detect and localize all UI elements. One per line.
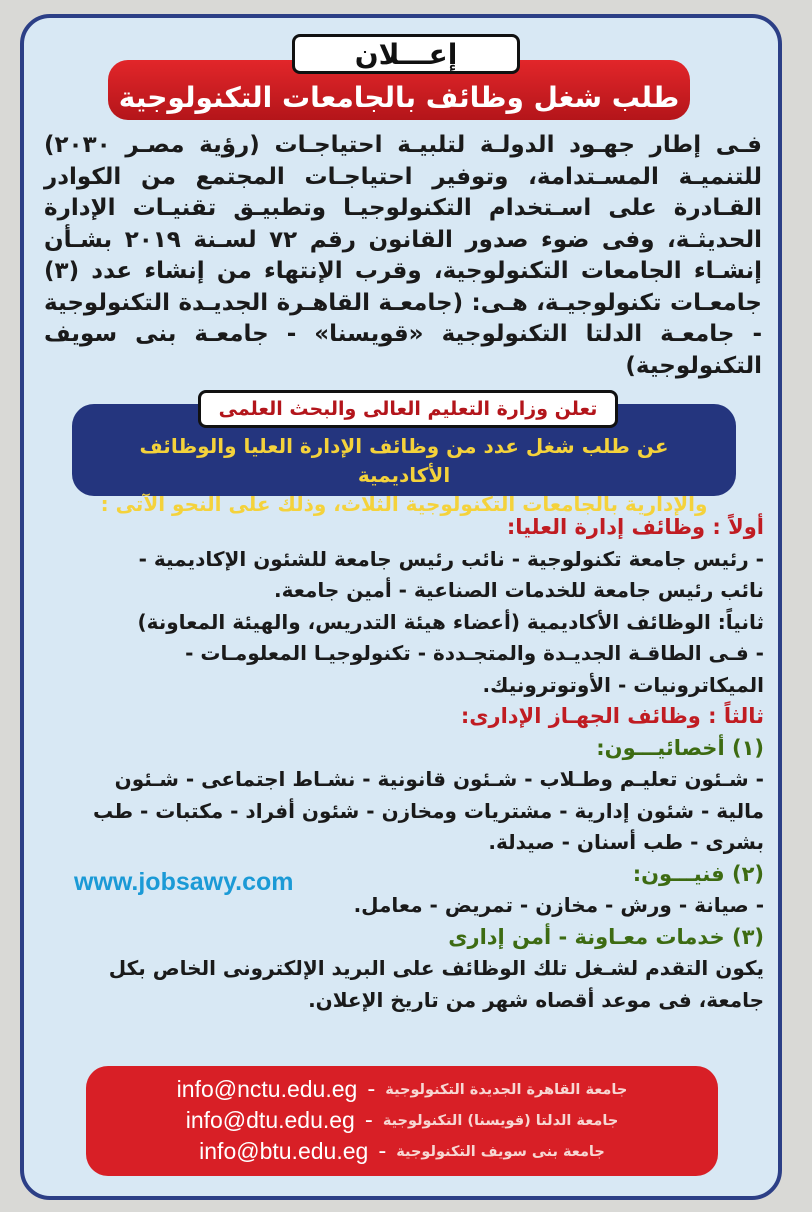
technicians-line: - صيانة - ورش - مخازن - تمريض - معامل. xyxy=(353,893,764,917)
separator: - xyxy=(367,1077,376,1102)
senior-jobs-line-1: - رئيس جامعة تكنولوجية - نائب رئيس جامعة للشئون الإكاديمية - xyxy=(138,546,764,571)
subtitle-text: طلب شغل وظائف بالجامعات التكنولوجية xyxy=(118,81,680,114)
website-watermark[interactable]: www.jobsawy.com xyxy=(74,868,294,896)
separator: - xyxy=(364,1108,373,1133)
contact-row xyxy=(108,1136,696,1167)
section-heading-academic: ثانياً: الوظائف الأكاديمية (أعضاء هيئة التدريس، والهيئة المعاونة) xyxy=(137,609,764,634)
contact-box xyxy=(86,1066,718,1176)
contact-row xyxy=(108,1074,696,1105)
contact-email[interactable]: info@nctu.edu.eg xyxy=(176,1076,358,1102)
specialists-line-2: مالية - شئون إدارية - مشتريات ومخازن - شئون أفراد - مكتبات - طب xyxy=(93,798,764,823)
academic-jobs-line-2: الميكاترونيات - الأوتوترونيك. xyxy=(482,672,764,697)
specialists-line-1: - شـئون تعليـم وطـلاب - شـئون قانونية - نشـاط اجتماعى - شـئون xyxy=(114,767,764,791)
services-heading: (٣) خدمات معـاونة - أمن إدارى xyxy=(448,924,764,949)
contact-email[interactable]: info@dtu.edu.eg xyxy=(185,1107,355,1133)
announcement-line-1: عن طلب شغل عدد من وظائف الإدارة العليا والوظائف الأكاديمية xyxy=(139,434,669,487)
contact-university: جامعة الدلتا (قويسنا) التكنولوجية xyxy=(382,1112,619,1129)
page-title: إعـــلان xyxy=(354,37,458,71)
ministry-label: تعلن وزارة التعليم العالى والبحث العلمى xyxy=(218,398,598,420)
specialists-heading: (١) أخصائيـــون: xyxy=(596,735,764,760)
job-sections xyxy=(40,512,764,1016)
contact-university: جامعة القاهرة الجديدة التكنولوجية xyxy=(385,1081,628,1098)
intro-paragraph: فـى إطار جهـود الدولـة لتلبيـة احتياجـات (رؤية مصـر ٢٠٣٠) للتنميـة المسـتدامة، وتوفير احتياجـات المجتمع من الكوادر القـادرة على اسـتخدام التكنولوجيـا وتطبيـق تقنيـات الإدارة الحديثـة، وفى ضوء صدور القانون رقم ٧٢ لسـنة ٢٠١٩ بشـأن إنشـاء الجامعات التكنولوجية، وقرب الإنتهاء من إنشاء عدد (٣) جامعـات تكنولوجيـة، هـى: (جامعـة القاهـرة الجديـدة التكنولوجية - جامعـة الدلتا التكنولوجية «قويسنا» - جامعـة بنى سويف التكنولوجية) xyxy=(44,132,762,379)
senior-jobs-line-2: نائب رئيس جامعة للخدمات الصناعية - أمين جامعة. xyxy=(274,578,764,602)
section-heading-administrative: ثالثاً : وظائف الجهـاز الإدارى: xyxy=(460,704,764,728)
technicians-heading: (٢) فنيـــون: xyxy=(632,861,764,886)
title-box xyxy=(292,34,520,74)
separator: - xyxy=(378,1139,387,1164)
announcement-line-2: والإدارية بالجامعات التكنولوجية الثلاث، وذلك على النحو الآتى : xyxy=(100,492,708,516)
section-heading-senior: أولاً : وظائف إدارة العليا: xyxy=(506,515,764,539)
contact-row xyxy=(108,1105,696,1136)
contact-email[interactable]: info@btu.edu.eg xyxy=(199,1138,369,1164)
ministry-label-box xyxy=(198,390,618,428)
apply-line-1: يكون التقدم لشـغل تلك الوظائف على البريد الإلكترونى الخاص بكل xyxy=(108,956,764,980)
specialists-line-3: بشرى - طب أسنان - صيدلة. xyxy=(488,830,764,854)
contact-university: جامعة بنى سويف التكنولوجية xyxy=(396,1143,605,1160)
academic-jobs-line-1: - فـى الطاقـة الجديـدة والمتجـددة - تكنولوجيـا المعلومـات - xyxy=(185,641,764,665)
apply-line-2: جامعة، فى موعد أقصاه شهر من تاريخ الإعلان. xyxy=(308,987,764,1012)
